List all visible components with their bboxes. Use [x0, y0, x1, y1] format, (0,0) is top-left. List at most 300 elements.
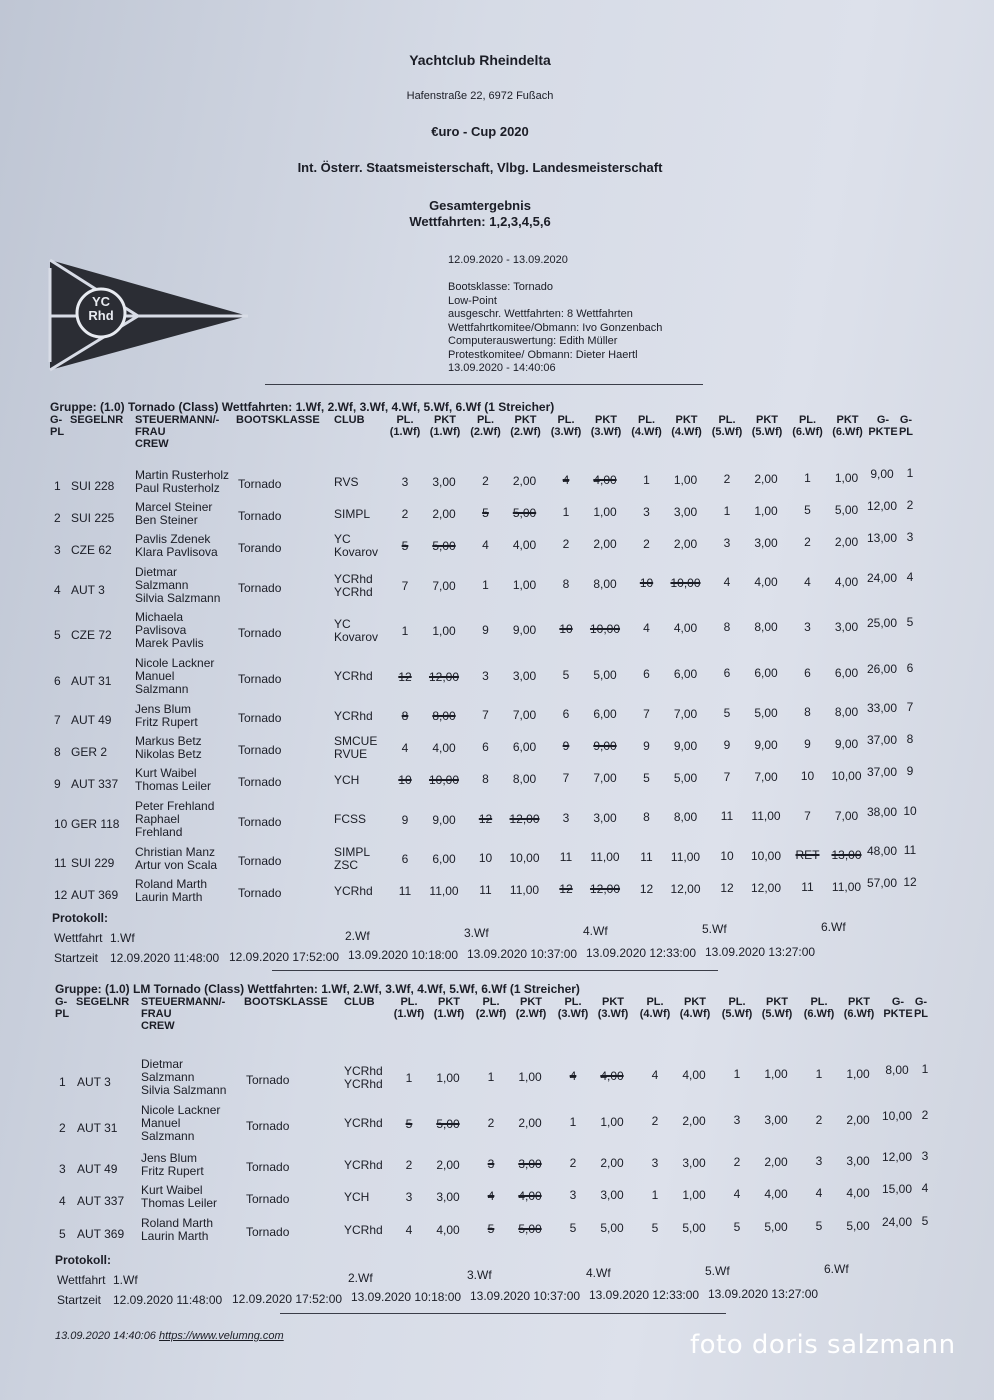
col-pl-4: PL. (4.Wf) [631, 414, 662, 438]
row-gpl2: 11 [903, 843, 917, 858]
row-crew [135, 657, 245, 696]
crew-name: Pavlis Zdenek [135, 532, 211, 546]
row-pkt-1: 5,00 [436, 1116, 460, 1131]
col-steuermann: STEUERMANN/- FRAU CREW [141, 996, 226, 1032]
row-gpkte: 37,00 [866, 765, 898, 780]
row-pl-5: 2 [733, 1154, 741, 1169]
col-segelnr: SEGELNR [70, 414, 124, 426]
logo-text-rhd: Rhd [88, 308, 114, 323]
row-pl-4: 3 [643, 504, 650, 519]
row-bootsklasse: Tornado [238, 477, 282, 491]
row-gpkte: 33,00 [866, 701, 898, 716]
row-pl-5: 4 [733, 1186, 741, 1201]
race-label-3: 3.Wf [467, 1268, 492, 1283]
row-pl-2: 7 [482, 708, 489, 723]
row-pl-4: 1 [651, 1187, 659, 1202]
row-pkt-1: 2,00 [436, 1158, 460, 1172]
race-start-4: 13.09.2020 10:37:00 [467, 947, 578, 962]
row-pkt-3: 7,00 [593, 771, 617, 786]
row-club [344, 1159, 383, 1172]
row-pkt-1: 5,00 [432, 539, 456, 553]
row-gpkte: 38,00 [866, 804, 898, 819]
row-pl-5: 1 [733, 1067, 741, 1082]
row-pkt-6: 4,00 [834, 574, 859, 589]
row-pl-3: 4 [562, 473, 570, 488]
row-club [334, 710, 373, 723]
row-crew [135, 566, 245, 605]
crew-name: Michaela [135, 610, 184, 624]
row-pl-4: 5 [651, 1220, 659, 1235]
row-pkt-6: 9,00 [834, 737, 859, 751]
row-pl-1: 2 [405, 1158, 413, 1172]
race-label-5: 5.Wf [702, 921, 727, 936]
crew-name: Dietmar [141, 1057, 184, 1071]
protokoll-label: Protokoll: [55, 1253, 111, 1267]
row-pl-3: 7 [562, 771, 570, 786]
row-crew [135, 800, 245, 839]
race-start-6: 13.09.2020 13:27:00 [705, 944, 816, 959]
row-pl-5: 1 [723, 503, 731, 518]
row-pl-6: 5 [815, 1219, 823, 1233]
footer-link[interactable]: https://www.velumng.com [159, 1330, 284, 1342]
row-gpl: 7 [54, 713, 61, 727]
club-name: SIMPL [334, 845, 371, 859]
row-pkt-4: 5,00 [682, 1220, 706, 1235]
row-bootsklasse: Tornado [246, 1160, 290, 1174]
row-pl-1: 12 [398, 669, 412, 684]
event-title: €uro - Cup 2020 [431, 124, 529, 139]
club-name: RVS [334, 474, 359, 489]
row-pkt-1: 12,00 [428, 669, 460, 684]
col-bootsklasse: BOOTSKLASSE [244, 996, 328, 1008]
wettfahrt-label: Wettfahrt [54, 931, 103, 945]
row-pkt-3: 1,00 [593, 505, 617, 520]
row-pl-4: 4 [643, 621, 650, 636]
info-line: ausgeschr. Wettfahrten: 8 Wettfahrten [448, 308, 633, 320]
row-gpl2: 2 [906, 498, 914, 513]
row-pkt-2: 4,00 [512, 538, 537, 553]
row-pkt-1: 11,00 [429, 884, 459, 898]
col-pkt-2: PKT (2.Wf) [515, 996, 547, 1020]
row-segelnr: SUI 228 [71, 479, 115, 493]
row-pkt-1: 8,00 [432, 709, 456, 723]
row-pkt-5: 8,00 [754, 620, 778, 635]
row-pl-3: 3 [569, 1188, 577, 1203]
crew-name: Nicole Lackner [135, 656, 215, 670]
row-pl-1: 1 [405, 1070, 413, 1085]
race-start-6: 13.09.2020 13:27:00 [708, 1286, 819, 1301]
row-pl-6: RET [795, 848, 820, 862]
row-pl-4: 2 [643, 536, 650, 551]
row-pl-4: 5 [643, 770, 650, 785]
row-pkt-3: 5,00 [593, 667, 617, 682]
race-label-5: 5.Wf [705, 1263, 730, 1278]
row-pl-6: 7 [804, 808, 811, 823]
row-gpl2: 4 [906, 569, 914, 584]
col-pl-6: PL. (6.Wf) [792, 414, 823, 438]
race-label-2: 2.Wf [348, 1270, 373, 1285]
row-segelnr: GER 2 [71, 745, 108, 759]
row-pkt-1: 4,00 [436, 1223, 460, 1237]
group1-title: Gruppe: (1.0) Tornado (Class) Wettfahrten: 1.Wf, 2.Wf, 3.Wf, 4.Wf, 5.Wf, 6.Wf (1 Streicher) [50, 400, 555, 414]
row-pl-5: 2 [723, 471, 731, 486]
row-pl-1: 4 [401, 741, 409, 755]
race-start-1: 12.09.2020 11:48:00 [110, 951, 220, 965]
row-pl-5: 12 [720, 880, 734, 895]
crew-name: Christian Manz [135, 845, 216, 859]
row-bootsklasse: Tornado [238, 743, 282, 757]
row-gpkte: 37,00 [866, 733, 898, 748]
row-pl-4: 6 [643, 667, 650, 682]
row-club [334, 774, 359, 787]
club-name: YC [334, 616, 351, 631]
row-pl-1: 6 [401, 852, 409, 866]
row-pkt-3: 10,00 [589, 621, 621, 636]
row-pkt-3: 12,00 [589, 882, 621, 897]
crew-name: Nikolas Betz [135, 747, 202, 761]
row-pkt-3: 8,00 [593, 576, 617, 591]
crew-name: Dietmar [135, 565, 178, 579]
row-pl-6: 1 [804, 471, 811, 485]
races-title: Wettfahrten: 1,2,3,4,5,6 [409, 214, 551, 229]
crew-name: Laurin Marth [141, 1229, 209, 1243]
row-pl-6: 9 [804, 737, 811, 751]
row-pkt-6: 4,00 [846, 1186, 870, 1200]
crew-name: Silvia Salzmann [135, 591, 221, 605]
row-gpl2: 9 [906, 764, 914, 779]
row-gpl: 6 [54, 673, 61, 688]
row-pkt-5: 1,00 [754, 503, 778, 518]
row-club [334, 846, 370, 872]
row-pkt-6: 8,00 [834, 705, 859, 719]
championship-title: Int. Österr. Staatsmeisterschaft, Vlbg. Landesmeisterschaft [297, 160, 663, 175]
row-pkt-3: 2,00 [600, 1156, 624, 1171]
race-label-6: 6.Wf [824, 1261, 849, 1276]
row-crew [135, 703, 245, 729]
row-club [344, 1191, 369, 1204]
crew-name: Manuel [135, 669, 175, 683]
row-segelnr: AUT 337 [71, 777, 119, 791]
row-pkt-1: 3,00 [436, 1190, 460, 1204]
col-club: CLUB [344, 996, 375, 1008]
col-pl-1: PL. (1.Wf) [389, 414, 421, 438]
crew-name: Frehland [135, 825, 183, 839]
row-gpl2: 4 [921, 1181, 929, 1196]
crew-name: Roland Marth [141, 1216, 214, 1230]
row-pl-5: 10 [720, 848, 734, 863]
crew-name: Jens Blum [135, 702, 192, 716]
row-pkt-2: 9,00 [512, 622, 537, 637]
row-pkt-6: 3,00 [834, 619, 859, 634]
crew-name: Markus Betz [135, 734, 202, 748]
club-name: YCRhd [334, 669, 373, 683]
col-segelnr: SEGELNR [76, 996, 130, 1008]
row-segelnr: SUI 229 [71, 856, 115, 870]
row-pl-4: 8 [643, 810, 650, 825]
row-pl-6: 8 [804, 705, 811, 719]
info-line: Low-Point [448, 294, 497, 307]
col-pkt-5: PKT (5.Wf) [751, 414, 783, 438]
row-pl-3: 4 [569, 1068, 577, 1083]
row-pkt-2: 2,00 [512, 474, 537, 489]
result-title: Gesamtergebnis [429, 198, 531, 213]
startzeit-label: Startzeit [57, 1293, 102, 1307]
race-label-4: 4.Wf [586, 1266, 611, 1281]
col-gpl2: G- PL [898, 414, 914, 438]
row-gpkte: 25,00 [866, 615, 898, 630]
row-bootsklasse: Torando [238, 541, 282, 555]
row-segelnr: CZE 72 [71, 627, 112, 642]
row-pl-3: 1 [569, 1114, 577, 1129]
row-pkt-2: 6,00 [512, 740, 537, 755]
race-start-1: 12.09.2020 11:48:00 [113, 1293, 223, 1307]
row-club [334, 670, 373, 683]
row-pkt-5: 4,00 [764, 1186, 788, 1201]
row-pkt-4: 1,00 [682, 1187, 706, 1202]
row-gpkte: 8,00 [885, 1062, 909, 1077]
row-pl-3: 6 [562, 707, 570, 722]
crew-name: Salzmann [135, 682, 189, 696]
row-gpl: 1 [59, 1074, 66, 1089]
row-gpkte: 15,00 [881, 1182, 913, 1197]
crew-name: Nicole Lackner [141, 1103, 221, 1117]
crew-name: Thomas Leiler [141, 1196, 218, 1210]
row-pl-4: 3 [651, 1155, 659, 1170]
row-pkt-1: 9,00 [432, 812, 456, 827]
race-start-5: 13.09.2020 12:33:00 [586, 945, 697, 960]
row-segelnr: AUT 3 [77, 1074, 111, 1089]
row-pl-5: 5 [733, 1219, 741, 1234]
row-pl-1: 3 [405, 1190, 413, 1204]
info-line: Protestkomitee/ Obmann: Dieter Haertl [448, 348, 638, 361]
race-label-1: 1.Wf [113, 1273, 138, 1287]
race-label-6: 6.Wf [821, 919, 846, 934]
row-pkt-2: 12,00 [509, 811, 540, 826]
footer-timestamp: 13.09.2020 14:40:06 [55, 1330, 156, 1342]
row-pkt-4: 5,00 [673, 770, 698, 785]
row-pl-6: 2 [804, 535, 811, 549]
row-pkt-5: 5,00 [754, 705, 778, 720]
row-pl-1: 11 [398, 884, 412, 898]
row-pkt-3: 2,00 [593, 537, 617, 552]
row-gpkte: 57,00 [866, 876, 898, 891]
row-pkt-6: 13,00 [831, 848, 862, 862]
row-pl-5: 3 [723, 535, 731, 550]
row-gpkte: 9,00 [870, 467, 894, 482]
row-pkt-5: 3,00 [764, 1113, 788, 1128]
race-start-2: 12.09.2020 17:52:00 [229, 949, 340, 964]
row-pl-1: 9 [401, 812, 409, 827]
row-gpl2: 5 [906, 614, 914, 629]
col-pkt-1: PKT (1.Wf) [433, 996, 465, 1020]
crew-name: Klara Pavlisova [135, 545, 218, 559]
club-name: YCRhd [334, 584, 373, 599]
row-club [344, 1117, 383, 1130]
row-pl-2: 12 [478, 811, 493, 826]
row-pl-6: 5 [804, 503, 811, 517]
club-address: Hafenstraße 22, 6972 Fußach [406, 90, 554, 102]
row-bootsklasse: Tornado [238, 711, 282, 725]
row-segelnr: CZE 62 [71, 543, 112, 557]
row-pkt-6: 10,00 [831, 769, 862, 783]
logo-text-yc: YC [91, 294, 111, 309]
row-pl-2: 2 [487, 1115, 495, 1130]
crew-name: Pavlisova [135, 623, 187, 637]
row-bootsklasse: Tornado [246, 1225, 290, 1239]
row-gpkte: 48,00 [866, 844, 898, 859]
photo-credit: foto doris salzmann [690, 1330, 956, 1360]
row-pl-1: 5 [401, 539, 409, 553]
row-pkt-1: 4,00 [432, 741, 456, 755]
crew-name: Marek Pavlis [135, 636, 204, 650]
row-gpl2: 1 [921, 1061, 929, 1076]
col-pkt-1: PKT (1.Wf) [429, 414, 461, 438]
row-gpkte: 12,00 [866, 499, 898, 514]
row-pl-3: 8 [562, 576, 570, 591]
crew-name: Salzmann [141, 1070, 195, 1084]
crew-name: Marcel Steiner [135, 500, 213, 514]
club-name: YCRhd [334, 883, 373, 898]
row-pkt-4: 10,00 [670, 576, 701, 591]
row-pkt-2: 4,00 [518, 1189, 542, 1204]
col-gpkte: G- PKTE [883, 996, 913, 1020]
row-pkt-6: 2,00 [846, 1112, 870, 1127]
crew-name: Thomas Leiler [135, 779, 212, 793]
row-pl-3: 1 [562, 505, 570, 520]
crew-name: Kurt Waibel [141, 1183, 203, 1197]
row-pkt-5: 10,00 [750, 848, 782, 863]
row-pl-5: 7 [723, 769, 731, 784]
row-pkt-1: 10,00 [428, 773, 460, 787]
row-pkt-6: 6,00 [834, 665, 859, 680]
row-pl-3: 12 [559, 882, 573, 897]
row-pkt-3: 3,00 [600, 1188, 624, 1203]
row-pl-3: 3 [562, 810, 570, 825]
row-bootsklasse: Tornado [246, 1192, 290, 1206]
club-name: YCH [334, 772, 360, 787]
col-gpl2: G- PL [913, 996, 929, 1020]
col-gpl: G- PL [50, 414, 65, 438]
row-pkt-5: 4,00 [754, 575, 778, 590]
row-pl-1: 4 [405, 1223, 413, 1237]
col-pkt-3: PKT (3.Wf) [590, 414, 622, 438]
row-pkt-1: 6,00 [432, 852, 456, 866]
row-pl-3: 10 [559, 621, 573, 636]
row-pkt-4: 6,00 [673, 667, 698, 682]
row-pl-5: 8 [723, 620, 731, 635]
club-name: Yachtclub Rheindelta [409, 52, 551, 68]
row-gpl: 5 [54, 627, 61, 642]
row-pkt-4: 4,00 [682, 1068, 706, 1083]
row-pkt-5: 11,00 [751, 809, 781, 824]
row-pl-2: 9 [482, 622, 489, 637]
crew-name: Peter Frehland [135, 799, 215, 813]
col-gpkte: G- PKTE [868, 414, 898, 438]
row-pkt-3: 3,00 [593, 810, 617, 825]
col-pl-3: PL. (3.Wf) [550, 414, 582, 438]
row-segelnr: GER 118 [71, 816, 120, 831]
club-name: YCRhd [344, 1116, 383, 1130]
crew-name: Salzmann [141, 1129, 195, 1143]
footer [55, 1330, 284, 1342]
race-label-3: 3.Wf [464, 926, 489, 941]
row-pl-5: 6 [723, 666, 731, 681]
event-dates: 12.09.2020 - 13.09.2020 [448, 254, 568, 266]
crew-name: Jens Blum [141, 1151, 198, 1165]
club-name: SMCUE [334, 734, 378, 748]
row-bootsklasse: Tornado [238, 814, 282, 829]
col-pkt-4: PKT (4.Wf) [679, 996, 711, 1020]
row-club [334, 508, 370, 521]
row-gpkte: 26,00 [866, 661, 898, 676]
row-gpl2: 6 [906, 660, 914, 675]
crew-name: Ben Steiner [135, 513, 198, 527]
club-name: ZSC [334, 858, 358, 872]
crew-name: Artur von Scala [135, 858, 218, 872]
row-pl-6: 3 [804, 619, 811, 634]
row-pl-2: 1 [482, 577, 489, 592]
row-club [334, 885, 373, 898]
row-pl-2: 3 [482, 668, 489, 683]
row-pkt-3: 4,00 [600, 1068, 624, 1083]
row-pl-4: 4 [651, 1068, 659, 1083]
crew-name: Laurin Marth [135, 890, 203, 904]
row-pkt-4: 4,00 [673, 621, 698, 636]
row-crew [141, 1058, 251, 1097]
row-crew [141, 1217, 251, 1243]
club-name: YCRhd [344, 1063, 383, 1078]
row-crew [135, 735, 245, 761]
row-bootsklasse: Tornado [238, 580, 282, 595]
row-pkt-6: 1,00 [846, 1066, 870, 1081]
row-pkt-2: 7,00 [512, 708, 537, 723]
row-pkt-4: 12,00 [670, 881, 701, 896]
row-pl-3: 2 [569, 1156, 577, 1171]
crew-name: Fritz Rupert [141, 1164, 204, 1178]
row-pl-5: 11 [720, 809, 734, 824]
col-pkt-3: PKT (3.Wf) [597, 996, 629, 1020]
club-name: YCH [344, 1189, 370, 1204]
row-club [344, 1065, 383, 1091]
row-pkt-5: 1,00 [764, 1067, 788, 1082]
race-start-5: 13.09.2020 12:33:00 [589, 1287, 700, 1302]
row-pkt-5: 6,00 [754, 666, 778, 681]
row-bootsklasse: Tornado [238, 775, 282, 789]
info-line: Wettfahrtkomitee/Obmann: Ivo Gonzenbach [448, 321, 663, 334]
club-name: YCRhd [344, 1157, 383, 1172]
row-pl-1: 5 [405, 1116, 413, 1131]
row-pkt-6: 5,00 [834, 503, 859, 517]
row-pl-6: 3 [815, 1154, 823, 1168]
row-pkt-4: 3,00 [673, 504, 698, 519]
row-gpl: 12 [54, 888, 68, 902]
row-pl-6: 6 [804, 665, 811, 680]
col-gpl: G- PL [55, 996, 70, 1020]
row-pkt-1: 1,00 [432, 623, 456, 638]
info-line: Bootsklasse: Tornado [448, 281, 553, 293]
col-pkt-2: PKT (2.Wf) [510, 414, 541, 438]
row-club [334, 813, 366, 826]
row-pl-3: 5 [569, 1221, 577, 1236]
row-gpl2: 3 [906, 530, 914, 545]
row-pkt-2: 8,00 [512, 772, 537, 787]
row-pkt-4: 1,00 [673, 472, 698, 487]
club-name: RVUE [334, 747, 368, 761]
row-pkt-6: 3,00 [846, 1154, 870, 1168]
row-crew [135, 611, 245, 650]
row-gpl: 10 [54, 816, 68, 831]
col-steuermann: STEUERMANN/- FRAU CREW [135, 414, 220, 450]
